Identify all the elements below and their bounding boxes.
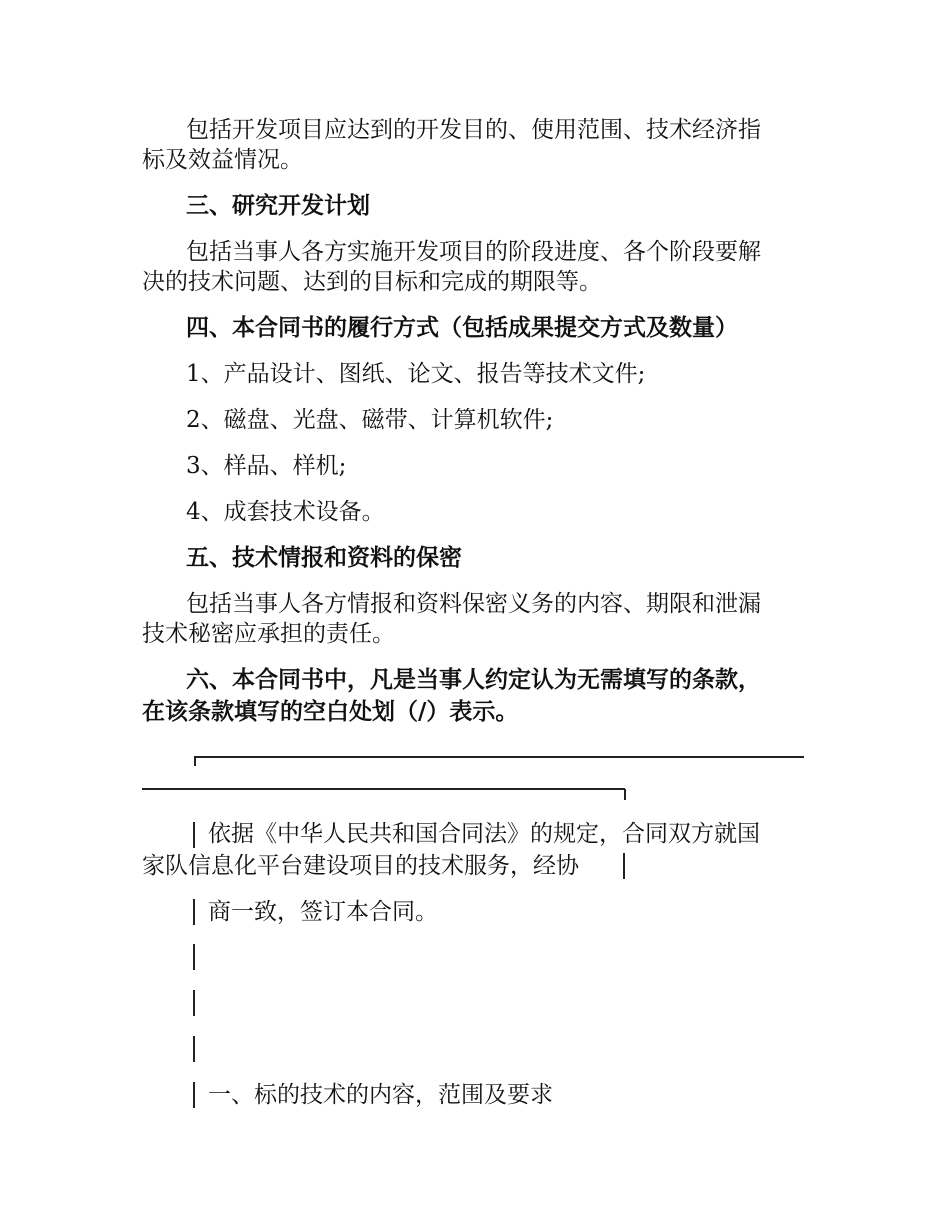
box-left-border [193,899,195,925]
box-left-border [193,822,195,848]
box-text-line: 依据《中华人民共和国合同法》的规定，合同双方就国 [208,821,760,847]
box-left-border [193,1036,195,1062]
box-top-border [194,756,804,766]
list-item: 1、产品设计、图纸、论文、报告等技术文件; [186,361,646,387]
box-left-border [193,990,195,1016]
list-item: 4、成套技术设备。 [186,499,385,525]
paragraph-line: 技术秘密应承担的责任。 [142,621,395,647]
box-left-border [193,944,195,970]
box-text-line: 商一致，签订本合同。 [208,899,438,925]
paragraph-line: 标及效益情况。 [142,147,303,173]
list-item: 3、样品、样机; [186,453,347,479]
section-heading-6: 六、本合同书中，凡是当事人约定认为无需填写的条款， [186,667,761,693]
box-text-line: 家队信息化平台建设项目的技术服务，经协 [142,853,579,879]
list-item: 2、磁盘、光盘、磁带、计算机软件; [186,407,554,433]
section-heading-4: 四、本合同书的履行方式（包括成果提交方式及数量） [186,315,738,341]
paragraph-line: 包括开发项目应达到的开发目的、使用范围、技术经济指 [186,117,761,143]
paragraph-line: 决的技术问题、达到的目标和完成的期限等。 [142,269,602,295]
box-text-line: 一、标的技术的内容，范围及要求 [208,1082,553,1108]
paragraph-line: 包括当事人各方情报和资料保密义务的内容、期限和泄漏 [186,591,761,617]
box-top-border-continued [142,788,626,800]
box-left-border [193,1082,195,1108]
section-heading-6-continued: 在该条款填写的空白处划（/）表示。 [142,699,519,725]
section-heading-5: 五、技术情报和资料的保密 [186,545,462,571]
section-heading-3: 三、研究开发计划 [186,193,370,219]
paragraph-line: 包括当事人各方实施开发项目的阶段进度、各个阶段要解 [186,239,761,265]
box-right-border [623,853,625,879]
